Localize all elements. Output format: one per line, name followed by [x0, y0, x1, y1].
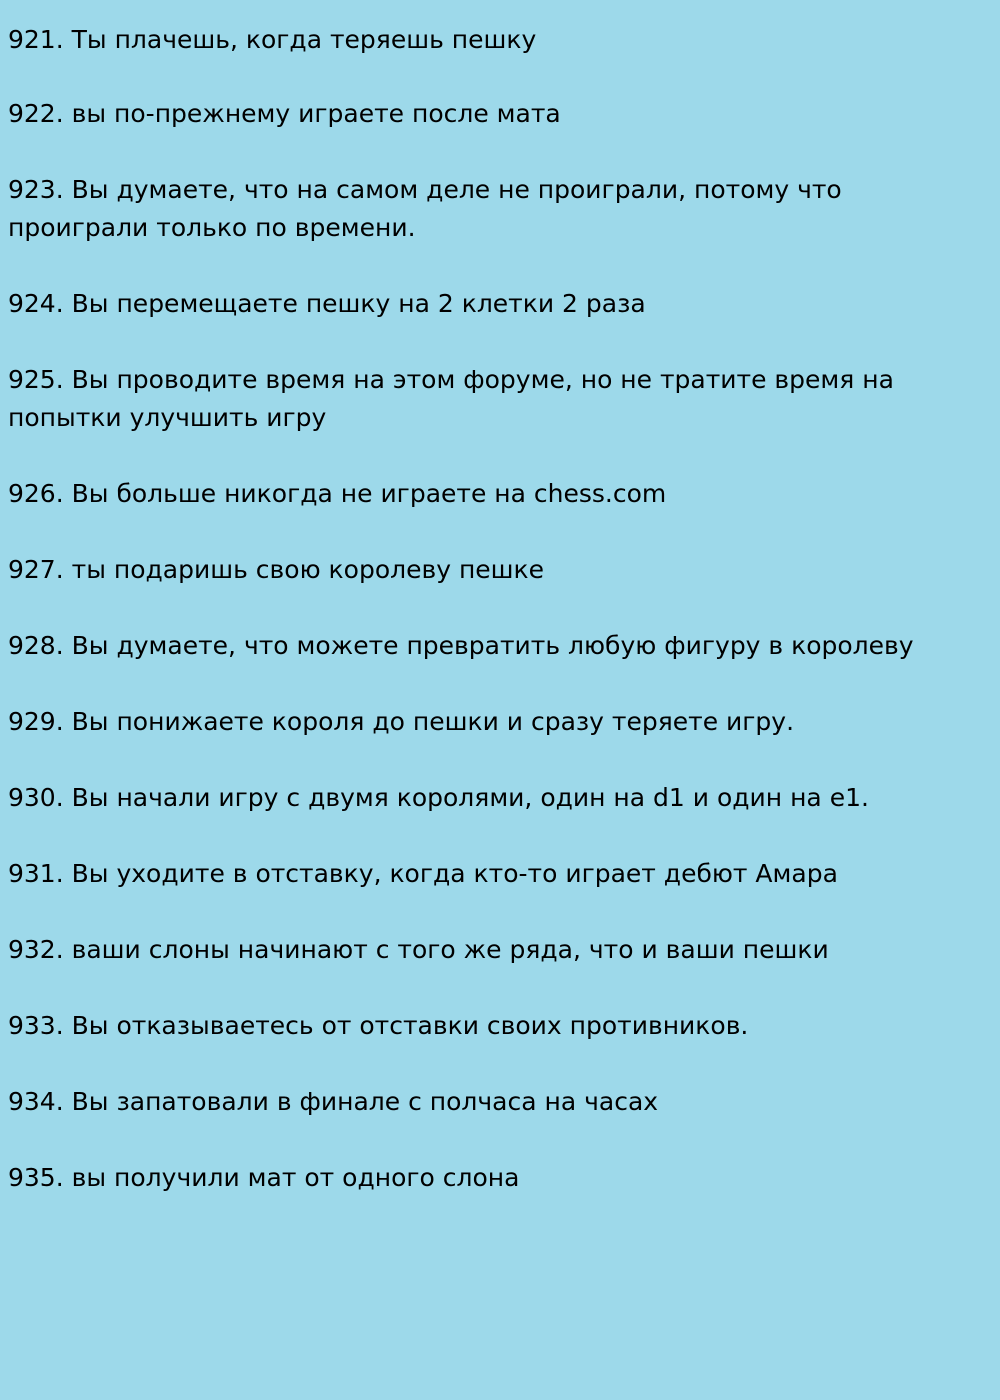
item-number: 934.	[8, 1087, 64, 1116]
list-item	[8, 285, 983, 323]
item-number: 923.	[8, 175, 64, 204]
item-text: Вы думаете, что можете превратить любую фигуру в королеву	[71, 631, 914, 660]
list-item	[8, 703, 983, 741]
item-number: 925.	[8, 365, 64, 394]
list-item	[8, 1159, 983, 1197]
item-number: 933.	[8, 1011, 64, 1040]
item-number: 921.	[8, 25, 64, 54]
list-item	[8, 627, 983, 665]
list-item	[8, 779, 983, 817]
item-text: Вы отказываетесь от отставки своих противников.	[71, 1011, 749, 1040]
item-text: Вы больше никогда не играете на chess.com	[71, 479, 667, 508]
item-number: 929.	[8, 707, 64, 736]
item-text: Вы запатовали в финале с полчаса на часах	[71, 1087, 659, 1116]
list-item	[8, 361, 983, 437]
item-text: Вы начали игру с двумя королями, один на d1 и один на e1.	[71, 783, 869, 812]
item-text: ты подаришь свою королеву пешке	[71, 555, 545, 584]
list-item	[8, 1083, 983, 1121]
item-text: Вы перемещаете пешку на 2 клетки 2 раза	[71, 289, 646, 318]
list-item	[8, 95, 983, 133]
list-item	[8, 171, 983, 247]
item-number: 935.	[8, 1163, 64, 1192]
list-item	[8, 21, 983, 59]
item-number: 926.	[8, 479, 64, 508]
item-number: 932.	[8, 935, 64, 964]
list-item	[8, 931, 983, 969]
list-item	[8, 1007, 983, 1045]
item-text: Вы думаете, что на самом деле не проиграли, потому что проиграли только по времени.	[8, 175, 842, 242]
item-text: вы по-прежнему играете после мата	[71, 99, 561, 128]
item-text: вы получили мат от одного слона	[71, 1163, 520, 1192]
list-item	[8, 551, 983, 589]
item-text: Ты плачешь, когда теряешь пешку	[71, 25, 537, 54]
item-number: 930.	[8, 783, 64, 812]
item-number: 922.	[8, 99, 64, 128]
item-text: Вы понижаете короля до пешки и сразу теряете игру.	[71, 707, 795, 736]
list-item	[8, 855, 983, 893]
list-item	[8, 475, 983, 513]
item-number: 924.	[8, 289, 64, 318]
item-number: 927.	[8, 555, 64, 584]
item-text: Вы уходите в отставку, когда кто-то играет дебют Амара	[71, 859, 838, 888]
item-number: 928.	[8, 631, 64, 660]
item-number: 931.	[8, 859, 64, 888]
item-text: ваши слоны начинают с того же ряда, что и ваши пешки	[71, 935, 829, 964]
item-text: Вы проводите время на этом форуме, но не тратите время на попытки улучшить игру	[8, 365, 894, 432]
